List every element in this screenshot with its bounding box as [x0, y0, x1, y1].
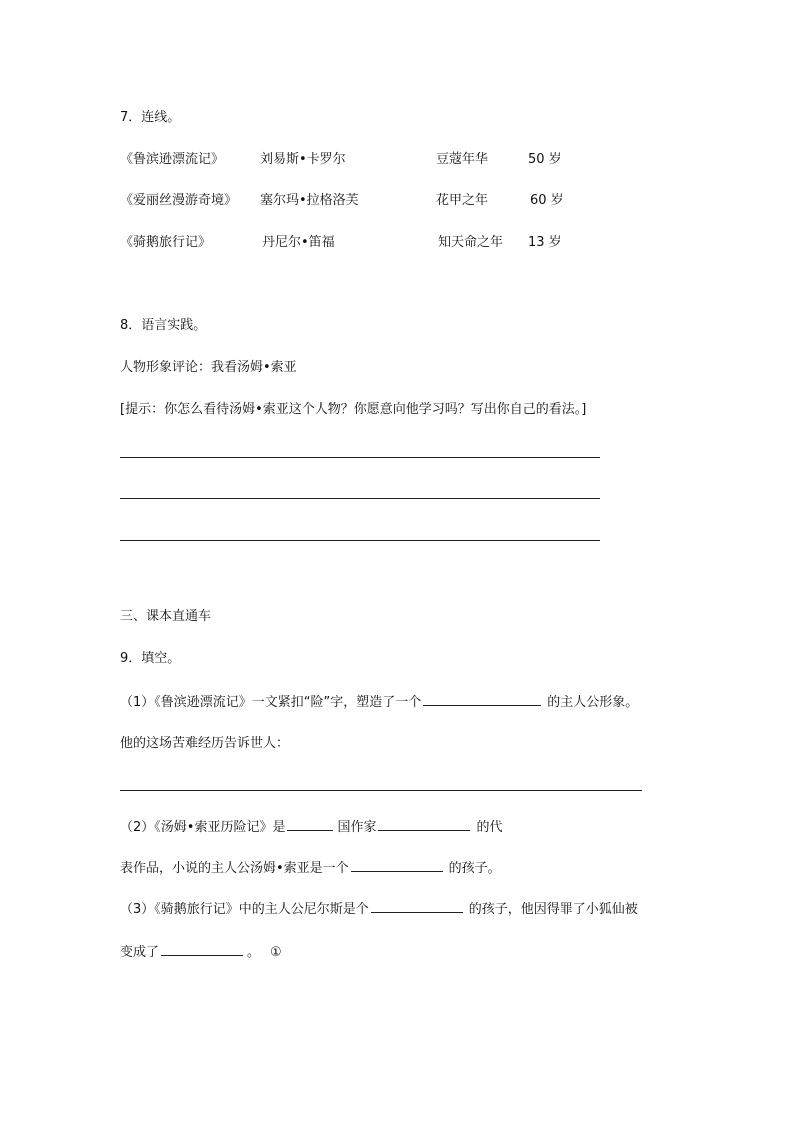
q7-age-1: 50 岁 [528, 152, 562, 167]
q7-book-3: 《骑鹅旅行记》 [120, 235, 212, 250]
answer-line-4[interactable] [120, 790, 642, 791]
q9-item-3-text-b: 的孩子，他因得罪了小狐仙被 [468, 902, 638, 917]
blank-3-2[interactable] [161, 943, 243, 956]
q9-item-2-text-d: 表作品，小说的主人公汤姆•索亚是一个 [120, 861, 349, 876]
q9-item-2-line-2 [120, 859, 501, 877]
q7-age-term-3: 知天命之年 [438, 235, 504, 250]
q9-item-2-text-c: 的代 [476, 820, 503, 835]
q9-item-1 [120, 693, 638, 711]
section-3-title: 三、课本直通车 [120, 609, 212, 624]
q7-author-2: 塞尔玛•拉格洛芙 [260, 193, 359, 208]
q9-title: 9．填空。 [120, 651, 181, 666]
q7-age-2: 60 岁 [530, 193, 564, 208]
q7-age-term-2: 花甲之年 [436, 193, 489, 208]
answer-line-1[interactable] [120, 457, 600, 458]
q7-age-3: 13 岁 [528, 235, 562, 250]
answer-line-3[interactable] [120, 540, 600, 541]
q7-title: 7．连线。 [120, 110, 181, 125]
blank-2-3[interactable] [351, 859, 443, 872]
q8-hint: [提示：你怎么看待汤姆•索亚这个人物？你愿意向他学习吗？写出你自己的看法。] [120, 402, 587, 417]
q7-book-2: 《爱丽丝漫游奇境》 [120, 193, 238, 208]
q8-title: 8．语言实践。 [120, 318, 207, 333]
blank-3-1[interactable] [371, 900, 463, 913]
q9-item-3-line-2 [120, 943, 282, 961]
q9-item-3-text-c: 变成了 [120, 945, 160, 960]
q8-subtitle: 人物形象评论：我看汤姆•索亚 [120, 360, 297, 375]
q9-item-3 [120, 900, 638, 918]
q9-item-2-text-a: （2）《汤姆•索亚历险记》是 [120, 820, 286, 835]
blank-2-1[interactable] [287, 818, 333, 831]
q9-item-3-text-a: （3）《骑鹅旅行记》中的主人公尼尔斯是个 [120, 902, 369, 917]
blank-1-1[interactable] [423, 693, 541, 706]
q9-item-1-text-b: 的主人公形象。 [547, 695, 639, 710]
q9-item-1-text-a: （1）《鲁滨逊漂流记》一文紧扣“险”字，塑造了一个 [120, 695, 422, 710]
circled-one-mark: ① [270, 945, 282, 960]
q7-author-3: 丹尼尔•笛福 [262, 235, 335, 250]
q7-book-1: 《鲁滨逊漂流记》 [120, 152, 225, 167]
q9-item-2 [120, 818, 502, 836]
q9-item-3-text-d: 。 [247, 945, 261, 960]
q9-item-2-text-e: 的孩子。 [448, 861, 501, 876]
answer-line-2[interactable] [120, 498, 600, 499]
q7-age-term-1: 豆蔻年华 [436, 152, 489, 167]
q9-item-2-text-b: 国作家 [337, 820, 377, 835]
q7-author-1: 刘易斯•卡罗尔 [260, 152, 346, 167]
q9-item-1-line-2: 他的这场苦难经历告诉世人： [120, 736, 290, 751]
blank-2-2[interactable] [378, 818, 470, 831]
